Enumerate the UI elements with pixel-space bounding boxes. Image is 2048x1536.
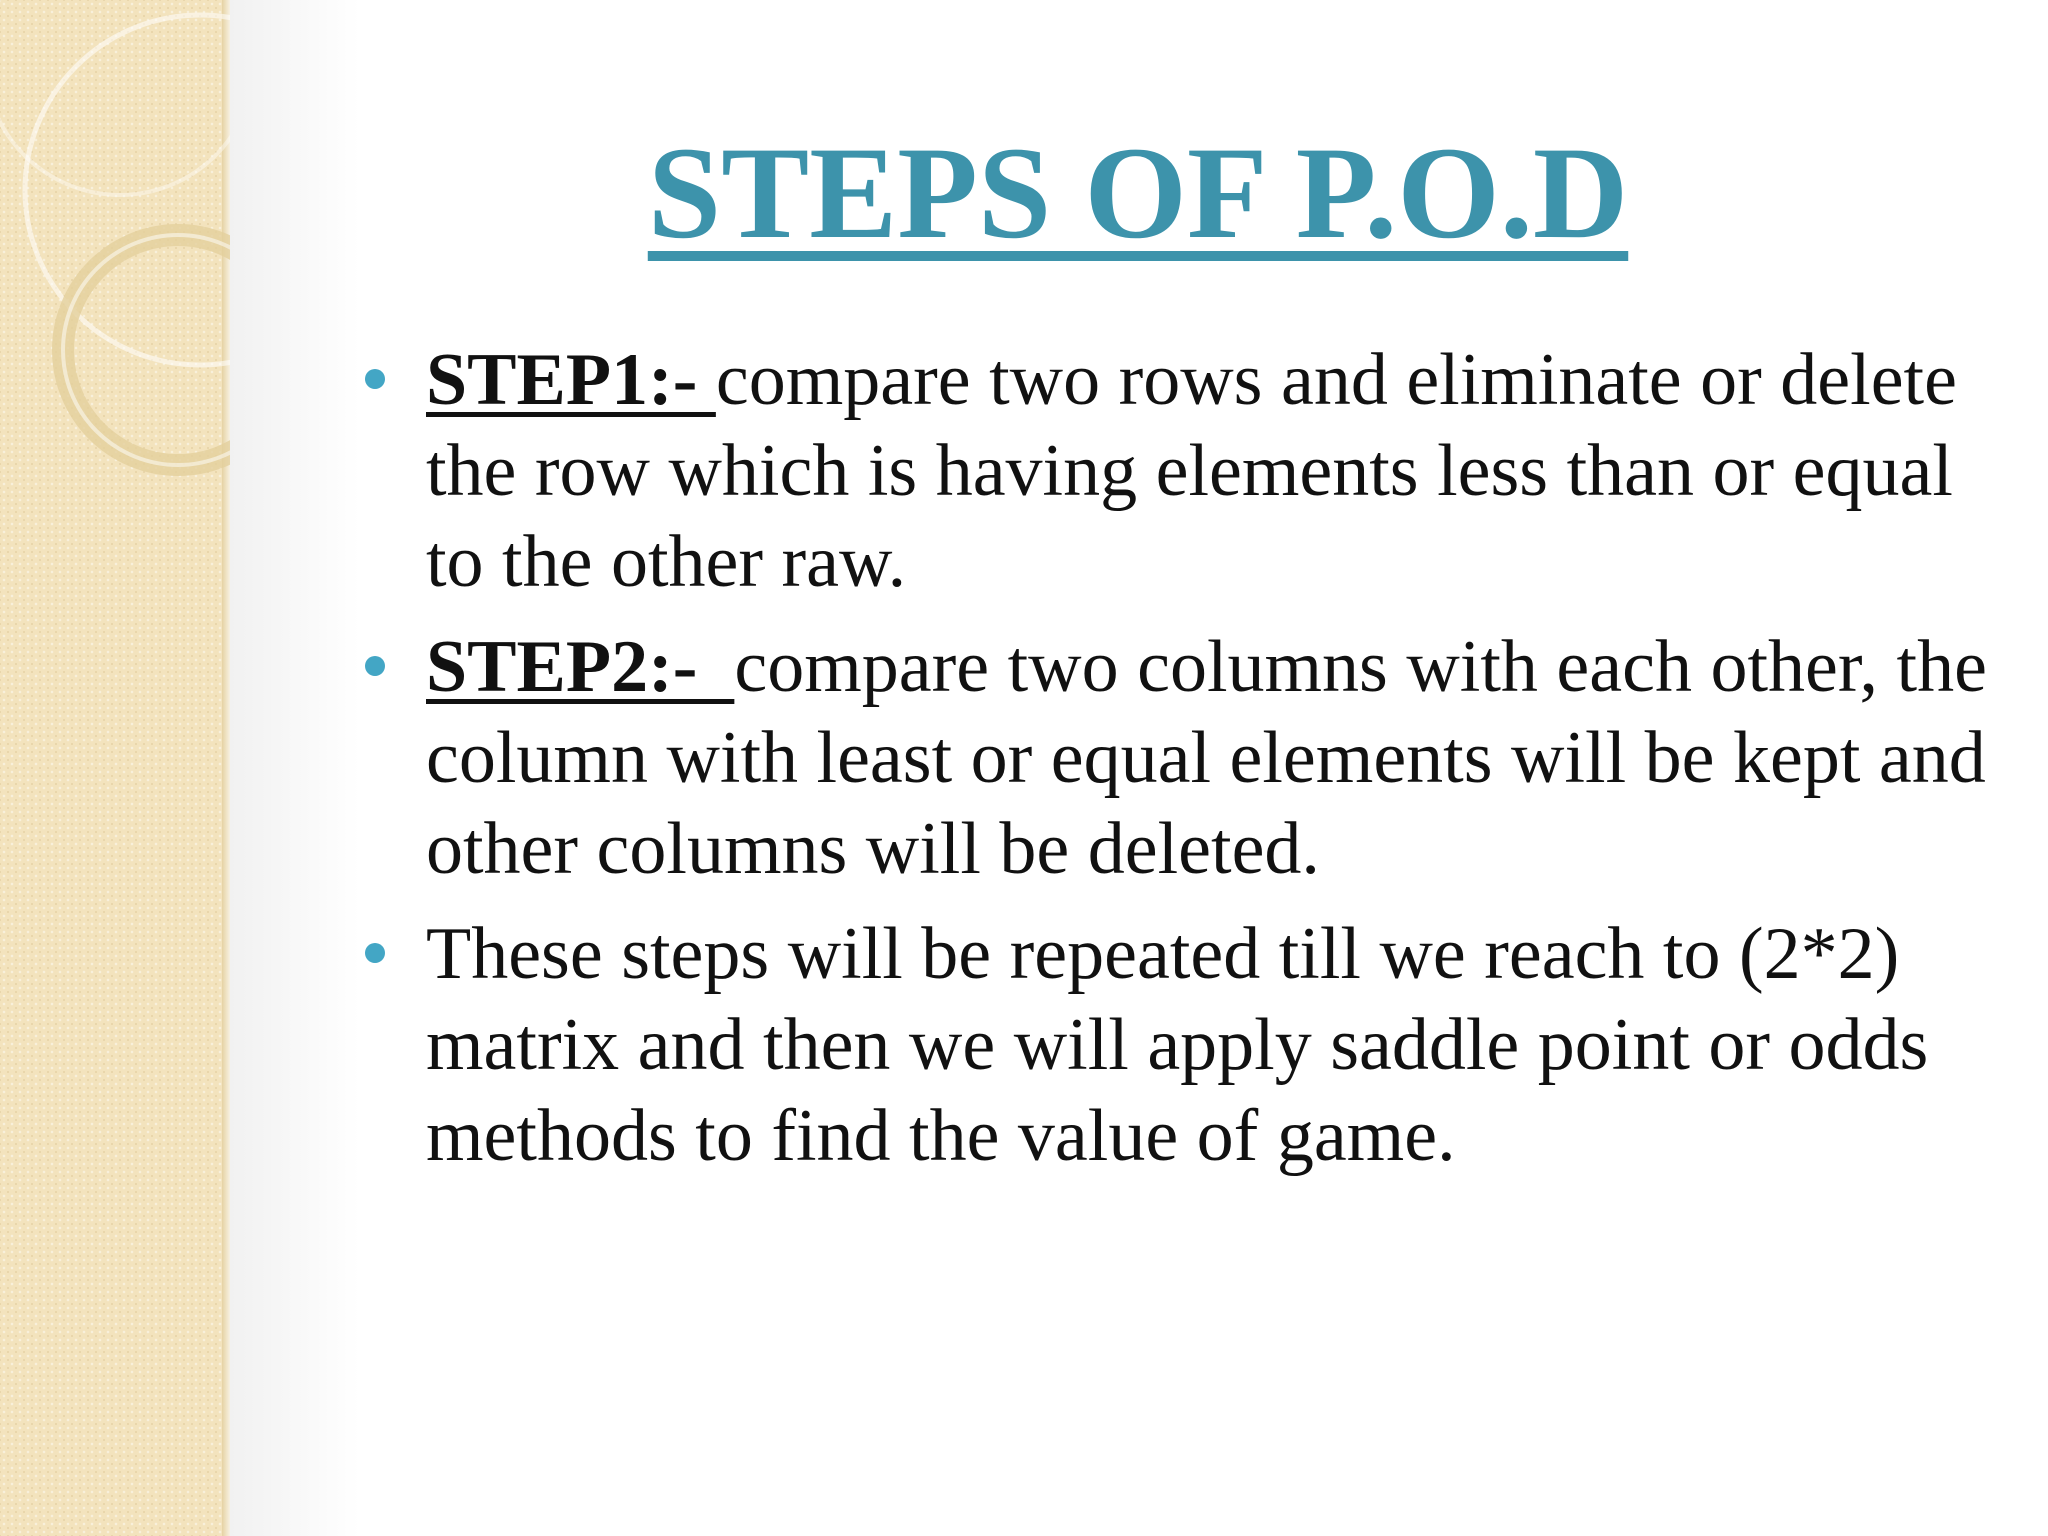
bullet-list bbox=[360, 335, 2010, 1196]
ring-medium bbox=[63, 235, 230, 465]
ring-top bbox=[0, 0, 230, 195]
bullet-dot-icon bbox=[365, 656, 385, 676]
step2-text: compare two columns with each other, the column with least or equal elements will be kept and other columns will be deleted. bbox=[426, 626, 1987, 890]
bullet-item-repeat bbox=[360, 909, 2010, 1182]
bullet-dot-icon bbox=[365, 943, 385, 963]
repeat-text: These steps will be repeated till we reach to (2*2) matrix and then we will apply saddle point or odds methods to find the value of game. bbox=[426, 913, 1929, 1177]
step2-label: STEP2:- bbox=[426, 626, 735, 708]
bullet-item-step2 bbox=[360, 622, 2010, 895]
decorative-rings bbox=[0, 0, 230, 520]
step1-text: compare two rows and eliminate or delete the row which is having elements less than or equal to the other raw. bbox=[426, 339, 1957, 603]
bullet-dot-icon bbox=[365, 369, 385, 389]
ring-large bbox=[25, 15, 230, 365]
step1-label: STEP1:- bbox=[426, 339, 716, 421]
bullet-item-step1 bbox=[360, 335, 2010, 608]
slide-title: STEPS OF P.O.D bbox=[647, 119, 1629, 266]
